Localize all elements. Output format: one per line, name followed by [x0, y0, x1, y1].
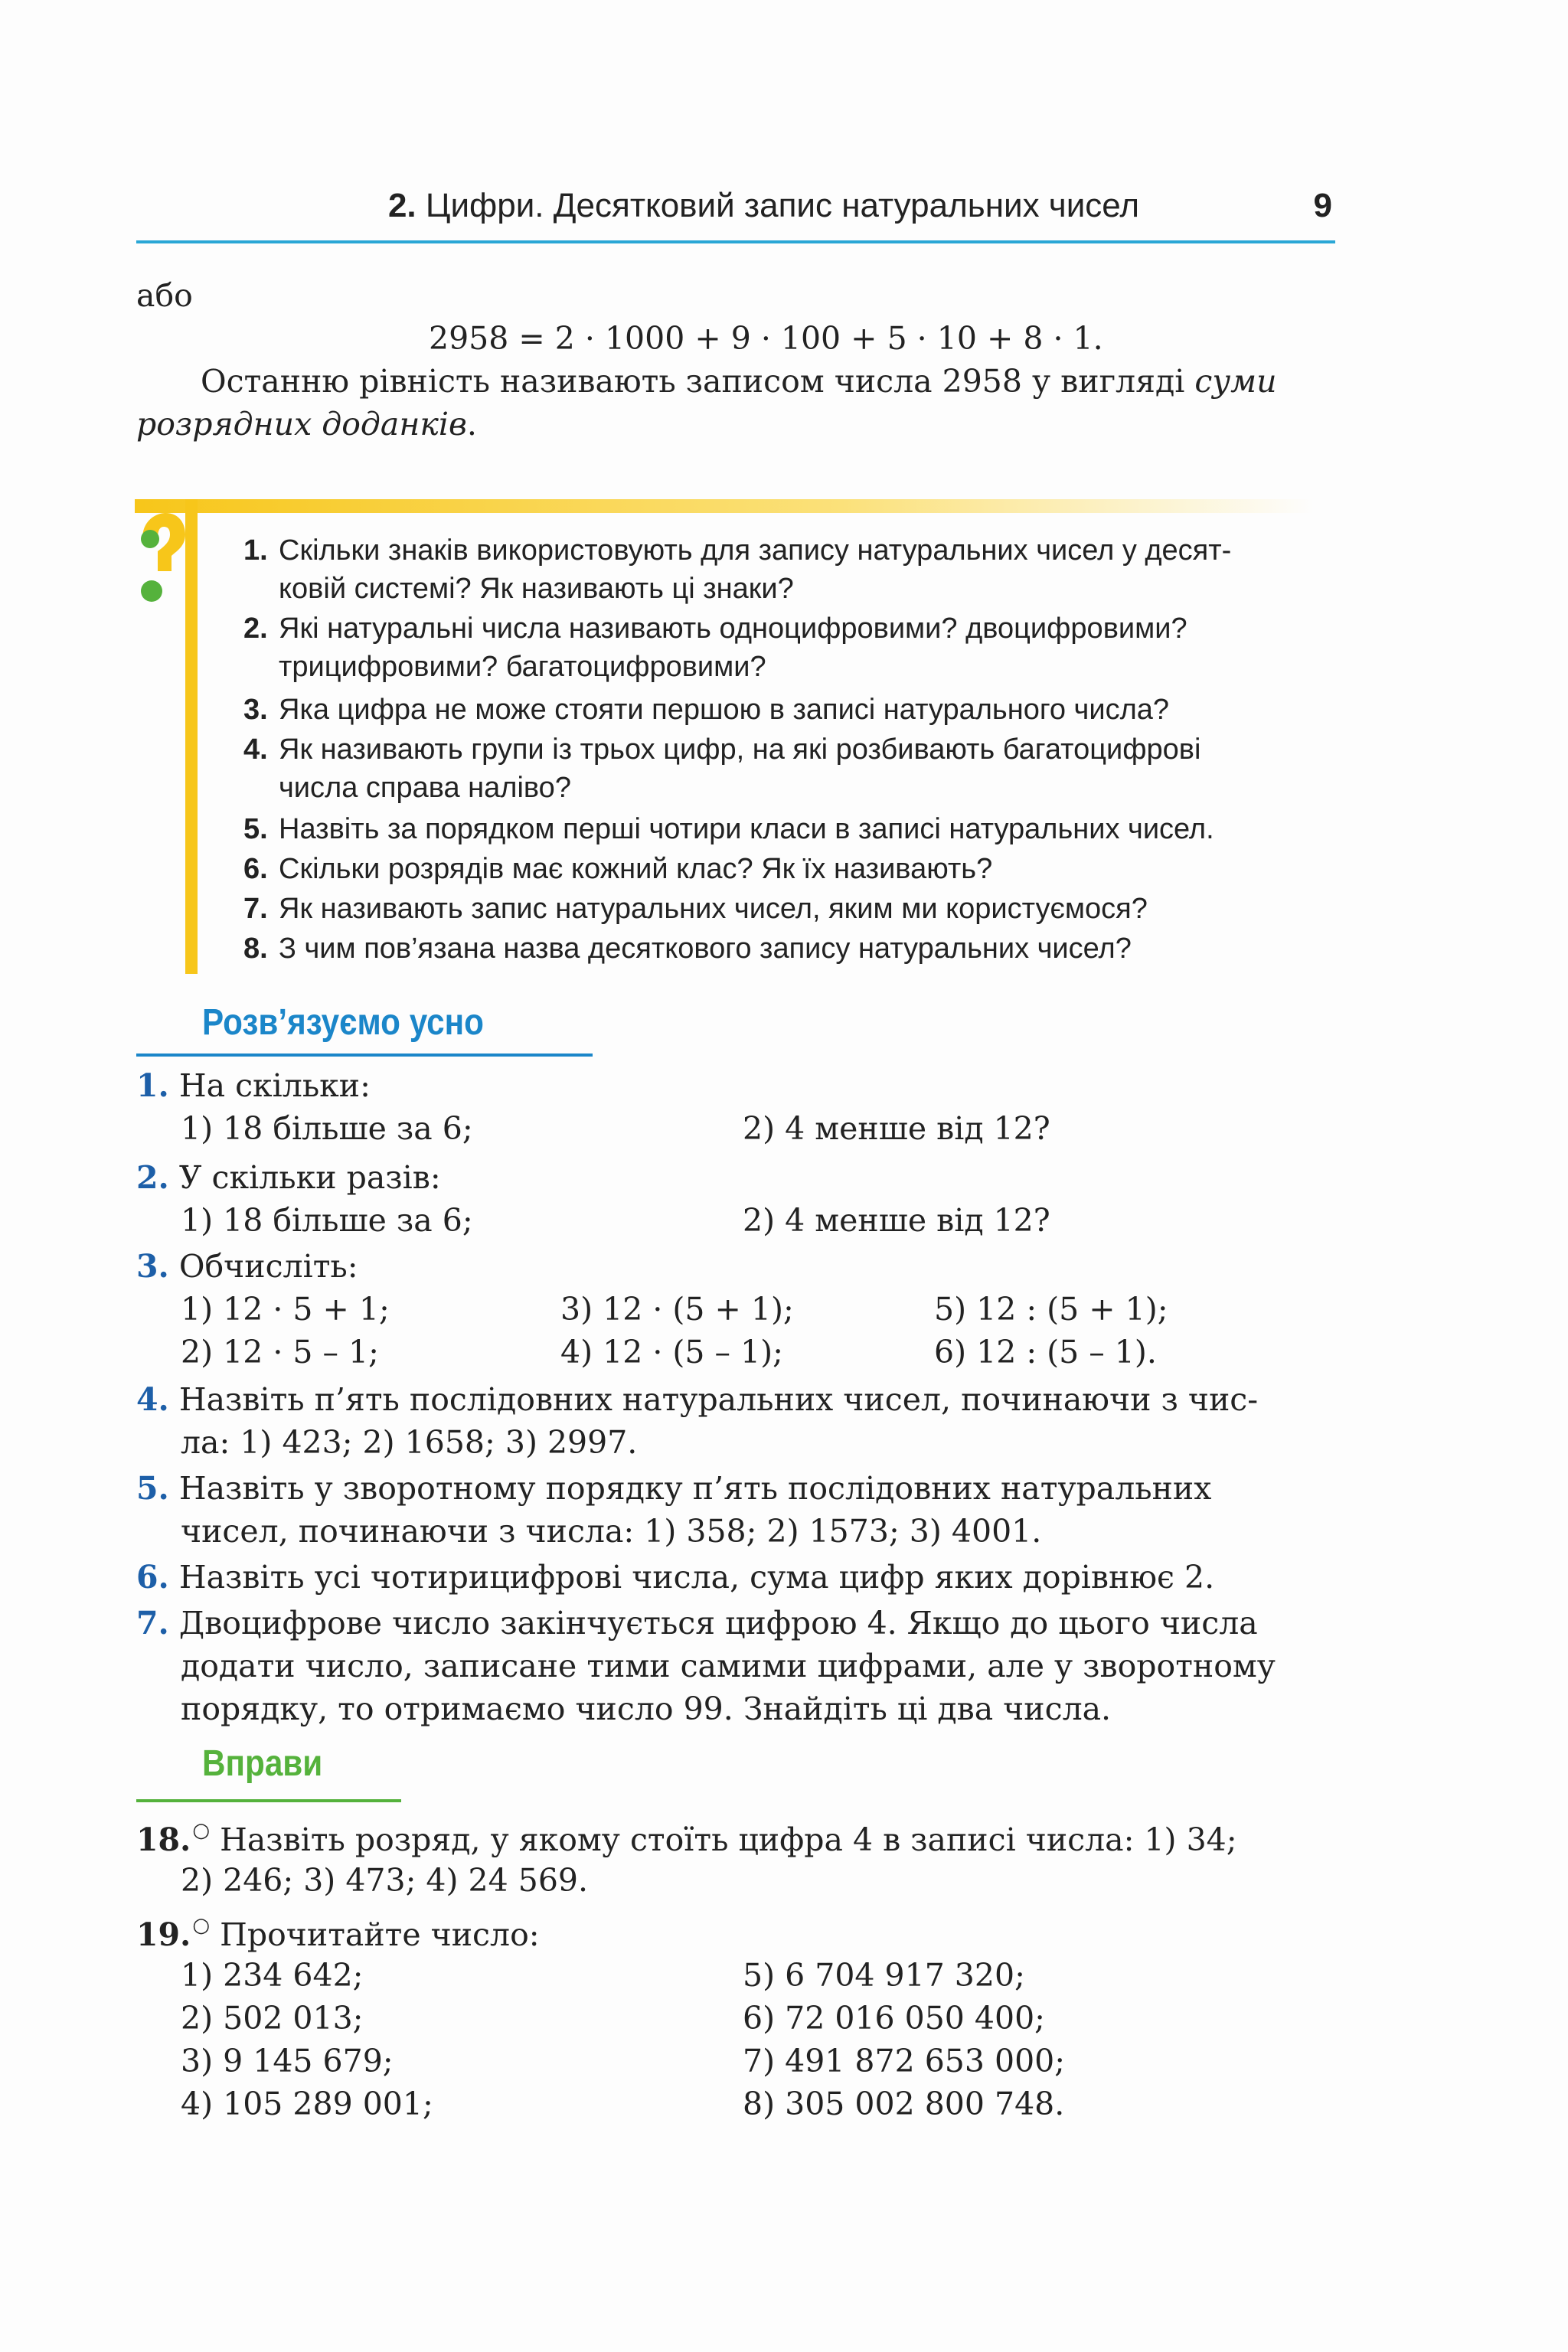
question-number: 1. — [243, 534, 268, 567]
oral-section-underline — [136, 1054, 593, 1057]
exercise-number: 18. — [136, 1821, 191, 1858]
exercise-18 — [136, 1819, 1237, 1858]
exercise-number: 19. — [136, 1916, 191, 1953]
question-6 — [243, 850, 1346, 888]
intro-term: розрядних доданків — [136, 406, 467, 443]
question-text: трицифровими? багатоцифровими? — [279, 651, 766, 683]
exercise-19-item-1: 1) 234 642; — [181, 1957, 364, 1994]
intro-sentence-end: . — [466, 406, 477, 443]
question-4 — [243, 730, 1346, 807]
question-number: 8. — [243, 933, 268, 965]
question-text: Як називають групи із трьох цифр, на які розбивають багатоцифрові — [279, 733, 1201, 766]
exercise-19-item-8: 8) 305 002 800 748. — [743, 2086, 1065, 2122]
question-text: ковій системі? Як називають ці знаки? — [279, 573, 794, 605]
intro-sentence-line2 — [136, 406, 477, 443]
intro-sentence-italic: суми — [1194, 363, 1277, 400]
intro-sentence-line1 — [201, 363, 1277, 400]
question-number: 2. — [243, 612, 268, 645]
exercise-19-item-2: 2) 502 013; — [181, 2000, 364, 2037]
question-number: 5. — [243, 813, 268, 845]
question-8 — [243, 929, 1346, 968]
exercises-section-underline — [136, 1799, 401, 1802]
task-text: У скільки разів: — [178, 1159, 441, 1196]
question-number: 6. — [243, 853, 268, 885]
task-number: 1. — [136, 1067, 169, 1104]
question-text: Як називають запис натуральних чисел, яким ми користуємося? — [279, 893, 1148, 925]
exercise-18-line2: 2) 246; 3) 473; 4) 24 569. — [181, 1862, 589, 1899]
task-number: 3. — [136, 1248, 169, 1285]
page-number: 9 — [1313, 187, 1332, 224]
oral-task-7-line3: порядку, то отримаємо число 99. Знайдіть ці два числа. — [181, 1690, 1112, 1727]
oral-task-5 — [136, 1470, 1211, 1507]
oral-task-1-b: 2) 4 менше від 12? — [743, 1110, 1050, 1147]
task-number: 2. — [136, 1159, 169, 1196]
question-number: 4. — [243, 733, 268, 766]
task-number: 6. — [136, 1559, 169, 1596]
exercise-19-item-7: 7) 491 872 653 000; — [743, 2043, 1066, 2079]
oral-task-3-item-2: 2) 12 · 5 – 1; — [181, 1334, 379, 1370]
oral-task-4 — [136, 1381, 1258, 1418]
exercise-19-item-3: 3) 9 145 679; — [181, 2043, 394, 2079]
chapter-title-text: Цифри. Десятковий запис натуральних чисел — [425, 187, 1139, 224]
task-text: Назвіть у зворотному порядку п’ять послідовних натуральних — [178, 1470, 1212, 1507]
question-3 — [243, 691, 1346, 729]
question-2 — [243, 609, 1346, 686]
exercise-19-item-4: 4) 105 289 001; — [181, 2086, 433, 2122]
oral-task-2-a: 1) 18 більше за 6; — [181, 1202, 473, 1239]
oral-task-1 — [136, 1067, 371, 1104]
chapter-title — [388, 187, 1139, 225]
intro-sentence-text: Останню рівність називають записом числа 2958 у вигляді — [201, 363, 1195, 400]
task-text: Назвіть усі чотирицифрові числа, сума цифр яких дорівнює 2. — [178, 1559, 1215, 1596]
oral-section-title: Розв’язуємо усно — [202, 1002, 484, 1043]
question-5 — [243, 810, 1346, 848]
page-header — [136, 187, 1335, 243]
exercise-19-item-5: 5) 6 704 917 320; — [743, 1957, 1025, 1994]
intro-equation: 2958 = 2 · 1000 + 9 · 100 + 5 · 10 + 8 · 1. — [429, 320, 1103, 357]
question-number: 7. — [243, 893, 268, 925]
question-text: Назвіть за порядком перші чотири класи в записі натуральних чисел. — [279, 813, 1214, 845]
question-mark-icon — [135, 507, 188, 606]
intro-word: або — [136, 277, 193, 314]
circle-difficulty-icon: ○ — [192, 1819, 211, 1842]
question-1 — [243, 531, 1346, 608]
question-text: числа справа наліво? — [279, 772, 571, 804]
panel-top-bar — [135, 499, 1314, 513]
oral-task-3-item-4: 4) 12 · (5 – 1); — [560, 1334, 783, 1370]
oral-task-3-item-5: 5) 12 : (5 + 1); — [934, 1291, 1168, 1328]
oral-task-2-b: 2) 4 менше від 12? — [743, 1202, 1050, 1239]
question-text: З чим пов’язана назва десяткового запису натуральних чисел? — [279, 933, 1132, 965]
question-text: Яка цифра не може стояти першою в записі натурального числа? — [279, 694, 1170, 726]
task-text: Назвіть п’ять послідовних натуральних чисел, починаючи з чис- — [178, 1381, 1259, 1418]
task-text: На скільки: — [178, 1067, 371, 1104]
chapter-number: 2. — [387, 187, 416, 224]
oral-task-7 — [136, 1605, 1258, 1642]
question-number: 3. — [243, 694, 268, 726]
task-number: 5. — [136, 1470, 169, 1507]
oral-task-5-line2: чисел, починаючи з числа: 1) 358; 2) 1573; 3) 4001. — [181, 1513, 1042, 1550]
oral-task-3-item-3: 3) 12 · (5 + 1); — [560, 1291, 794, 1328]
oral-task-3-item-6: 6) 12 : (5 – 1). — [934, 1334, 1157, 1370]
task-text: Двоцифрове число закінчується цифрою 4. Якщо до цього числа — [178, 1605, 1258, 1642]
oral-task-3 — [136, 1248, 358, 1285]
question-text: Які натуральні числа називають одноцифровими? двоцифровими? — [279, 612, 1187, 645]
task-number: 7. — [136, 1605, 169, 1642]
circle-difficulty-icon: ○ — [192, 1914, 211, 1937]
oral-task-2 — [136, 1159, 441, 1196]
task-number: 4. — [136, 1381, 169, 1418]
exercises-section-title: Вправи — [202, 1743, 323, 1784]
oral-task-7-line2: додати число, записане тими самими цифрами, але у зворотному — [181, 1648, 1276, 1684]
task-text: Обчисліть: — [178, 1248, 358, 1285]
exercise-19 — [136, 1914, 540, 1953]
question-text: Скільки розрядів має кожний клас? Як їх називають? — [279, 853, 993, 885]
exercise-19-item-6: 6) 72 016 050 400; — [743, 2000, 1045, 2037]
exercise-text: Назвіть розряд, у якому стоїть цифра 4 в записі числа: 1) 34; — [220, 1821, 1237, 1858]
oral-task-1-a: 1) 18 більше за 6; — [181, 1110, 473, 1147]
oral-task-3-item-1: 1) 12 · 5 + 1; — [181, 1291, 390, 1328]
question-text: Скільки знаків використовують для запису натуральних чисел у десят- — [279, 534, 1232, 567]
question-7 — [243, 890, 1346, 928]
exercise-text: Прочитайте число: — [220, 1916, 540, 1953]
oral-task-4-line2: ла: 1) 423; 2) 1658; 3) 2997. — [181, 1424, 638, 1461]
oral-task-6 — [136, 1559, 1214, 1596]
